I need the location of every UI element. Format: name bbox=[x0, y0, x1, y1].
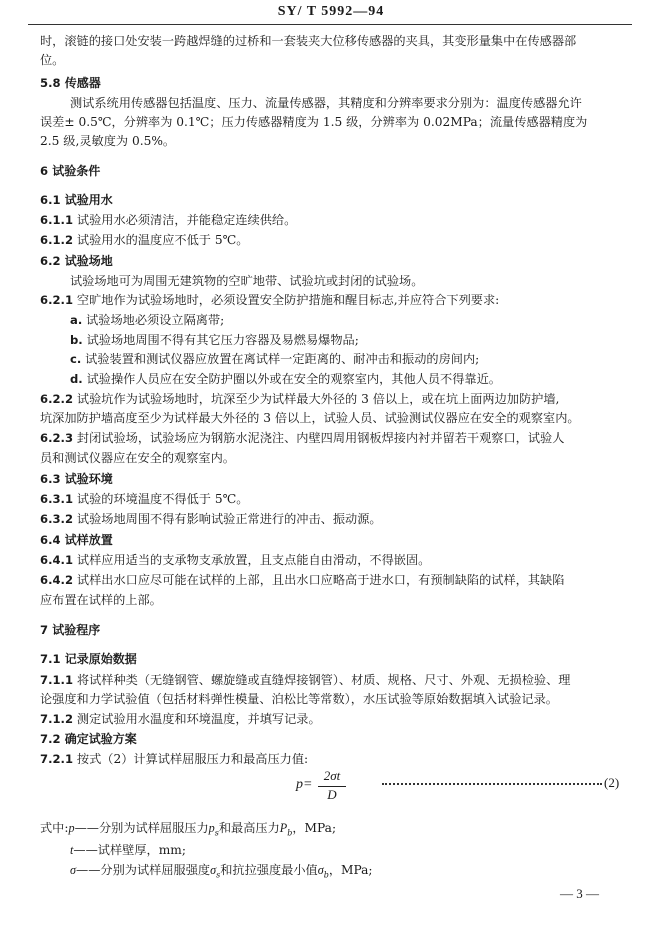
body-text: 员和测试仪器应在安全的观察室内。 bbox=[40, 451, 235, 465]
body-text: 7.2 bbox=[40, 732, 61, 746]
body-text: 6.3.2 bbox=[40, 512, 74, 526]
def-text: b bbox=[287, 828, 293, 838]
body-line bbox=[40, 572, 564, 588]
body-line bbox=[40, 133, 175, 149]
def-text: p bbox=[68, 821, 75, 835]
body-text: 7.1.1 bbox=[40, 673, 74, 687]
body-text: 试验坑作为试验场地时，坑深至少为试样最大外径的 3 倍以上，或在坑上面两边加防护墙, bbox=[73, 392, 560, 406]
body-line bbox=[40, 731, 137, 747]
def-text: ，MPa; bbox=[328, 863, 373, 877]
body-text: 7.2.1 bbox=[40, 752, 74, 766]
body-text: 试验装置和测试仪器应放置在离试样一定距离的、耐冲击和振动的房间内; bbox=[81, 352, 480, 366]
def-text: ——分别为试样屈服强度 bbox=[76, 863, 211, 877]
body-line bbox=[40, 52, 64, 68]
body-text: 6.1 bbox=[40, 193, 61, 207]
def-line bbox=[40, 820, 336, 841]
body-line bbox=[40, 651, 137, 667]
body-text: 试验场地必须设立隔离带; bbox=[82, 313, 225, 327]
def-text: s bbox=[214, 828, 219, 838]
body-text: 试验操作人员应在安全防护圈以外或在安全的观察室内，其他人员不得靠近。 bbox=[82, 372, 501, 386]
body-line bbox=[40, 192, 113, 208]
body-text: 5.8 bbox=[40, 76, 61, 90]
body-line bbox=[40, 532, 113, 548]
body-line bbox=[40, 430, 564, 446]
body-line bbox=[40, 491, 248, 507]
def-line bbox=[70, 842, 186, 858]
def-text: p bbox=[208, 821, 215, 835]
body-line bbox=[40, 751, 308, 767]
body-text: 试验的环境温度不得低于 5℃。 bbox=[73, 492, 249, 506]
body-line bbox=[40, 711, 321, 727]
body-line bbox=[40, 471, 113, 487]
body-line bbox=[40, 391, 559, 407]
body-line bbox=[40, 75, 101, 91]
body-line bbox=[40, 33, 576, 49]
def-text: b bbox=[323, 870, 329, 880]
def-text: σ bbox=[210, 863, 217, 877]
body-text: 6.2.1 bbox=[40, 293, 74, 307]
def-text: 式中: bbox=[40, 821, 69, 835]
body-text: 6.1.1 bbox=[40, 213, 74, 227]
body-text: 试验用水的温度应不低于 5℃。 bbox=[73, 233, 249, 247]
def-text: σ bbox=[70, 863, 77, 877]
body-line bbox=[40, 212, 296, 228]
body-text: b. bbox=[70, 333, 83, 347]
body-line bbox=[40, 163, 100, 179]
equation-number: (2) bbox=[604, 775, 620, 790]
body-text: 6.3.1 bbox=[40, 492, 74, 506]
body-line bbox=[70, 273, 423, 289]
body-text: 误差± 0.5℃，分辨率为 0.1℃；压力传感器精度为 1.5 级，分辨率为 0.02MPa；流量传感器精度为 bbox=[40, 115, 588, 129]
body-text: 试验场地周围不得有其它压力容器及易燃易爆物品; bbox=[82, 333, 359, 347]
body-text: 将试样种类（无缝钢管、螺旋缝或直缝焊接钢管）、材质、规格、尺寸、外观、无损检验、理 bbox=[73, 673, 571, 687]
body-text: 试验场地 bbox=[60, 254, 113, 268]
body-line bbox=[40, 691, 558, 707]
body-text: 记录原始数据 bbox=[60, 652, 137, 666]
body-text: 7.1.2 bbox=[40, 712, 74, 726]
formula-lhs: p= bbox=[296, 777, 313, 792]
body-line bbox=[70, 312, 224, 328]
body-text: 6.4.2 bbox=[40, 573, 74, 587]
body-line bbox=[40, 292, 499, 308]
body-text: 6.1.2 bbox=[40, 233, 74, 247]
body-line bbox=[40, 552, 430, 568]
body-line bbox=[40, 450, 235, 466]
body-line bbox=[40, 410, 580, 426]
def-text: t bbox=[70, 843, 74, 857]
def-text: 和抗拉强度最小值 bbox=[220, 863, 318, 877]
body-text: a. bbox=[70, 313, 83, 327]
body-text: 按式（2）计算试样屈服压力和最高压力值: bbox=[73, 752, 309, 766]
def-line bbox=[70, 862, 373, 883]
body-text: 6.2 bbox=[40, 254, 61, 268]
body-text: 6.4 bbox=[40, 533, 61, 547]
body-text: 6 bbox=[40, 164, 49, 178]
body-text: 6.4.1 bbox=[40, 553, 74, 567]
body-text: d. bbox=[70, 372, 83, 386]
body-text: 6.3 bbox=[40, 472, 61, 486]
body-text: c. bbox=[70, 352, 82, 366]
def-text: ——试样壁厚，mm; bbox=[73, 843, 186, 857]
body-text: 论强度和力学试验值（包括材料弹性模量、泊松比等常数），水压试验等原始数据填入试验记录。 bbox=[40, 692, 558, 706]
body-text: 试样出水口应尽可能在试样的上部，且出水口应略高于进水口，有预制缺陷的试样，其缺陷 bbox=[73, 573, 565, 587]
body-text: 试验程序 bbox=[48, 623, 101, 637]
equation-leader-dots bbox=[382, 777, 602, 785]
body-text: 6.2.3 bbox=[40, 431, 74, 445]
formula-numerator: 2σt bbox=[323, 768, 341, 783]
body-line bbox=[40, 592, 162, 608]
def-text: ——分别为试样屈服压力 bbox=[74, 821, 209, 835]
body-line bbox=[70, 95, 582, 111]
body-text: 7 bbox=[40, 623, 49, 637]
body-line bbox=[70, 371, 501, 387]
body-text: 6.2.2 bbox=[40, 392, 74, 406]
body-text: 确定试验方案 bbox=[60, 732, 137, 746]
body-line bbox=[40, 232, 248, 248]
body-text: 封闭试验场，试验场应为钢筋水泥浇注、内壁四周用钢板焊接内衬并留若干观察口，试验人 bbox=[73, 431, 565, 445]
body-text: 试验用水 bbox=[60, 193, 113, 207]
def-text: s bbox=[216, 870, 221, 880]
body-text: 试验用水必须清洁，并能稳定连续供给。 bbox=[73, 213, 297, 227]
body-text: 2.5 级,灵敏度为 0.5%。 bbox=[40, 134, 176, 148]
body-text: 坑深加防护墙高度至少为试样最大外径的 3 倍以上，试验人员、试验测试仪器应在安全的观察室内。 bbox=[40, 411, 580, 425]
page-header-title: SY/ T 5992—94 bbox=[277, 4, 385, 19]
page-number: — 3 — bbox=[560, 886, 599, 901]
body-line bbox=[40, 114, 587, 130]
body-text: 试验场地可为周围无建筑物的空旷地带、试验坑或封闭的试验场。 bbox=[70, 274, 424, 288]
body-text: 试样应用适当的支承物支承放置，且支点能自由滑动，不得嵌固。 bbox=[73, 553, 431, 567]
header-rule bbox=[28, 24, 632, 25]
body-line bbox=[70, 332, 359, 348]
body-line bbox=[40, 622, 100, 638]
def-text: σ bbox=[317, 863, 324, 877]
body-text: 试验环境 bbox=[60, 472, 113, 486]
body-text: 时，滚链的接口处安装一跨越焊缝的过桥和一套装夹大位移传感器的夹具，其变形量集中在传感器部 bbox=[40, 34, 577, 48]
formula-denominator: D bbox=[327, 787, 337, 802]
body-line bbox=[40, 511, 382, 527]
body-text: 试验条件 bbox=[48, 164, 101, 178]
body-line bbox=[40, 672, 570, 688]
def-text: P bbox=[279, 821, 288, 835]
body-text: 空旷地作为试验场地时，必须设置安全防护措施和醒目标志,并应符合下列要求: bbox=[73, 293, 500, 307]
body-text: 测试系统用传感器包括温度、压力、流量传感器，其精度和分辨率要求分别为：温度传感器允许 bbox=[70, 96, 582, 110]
body-text: 7.1 bbox=[40, 652, 61, 666]
body-line bbox=[40, 253, 113, 269]
body-text: 试验场地周围不得有影响试验正常进行的冲击、振动源。 bbox=[73, 512, 382, 526]
body-text: 传感器 bbox=[60, 76, 101, 90]
body-line bbox=[70, 351, 479, 367]
body-text: 位。 bbox=[40, 53, 65, 67]
body-text: 试样放置 bbox=[60, 533, 113, 547]
def-text: 和最高压力 bbox=[218, 821, 280, 835]
body-text: 测定试验用水温度和环境温度，并填写记录。 bbox=[73, 712, 321, 726]
def-text: ，MPa; bbox=[292, 821, 337, 835]
body-text: 应布置在试样的上部。 bbox=[40, 593, 162, 607]
